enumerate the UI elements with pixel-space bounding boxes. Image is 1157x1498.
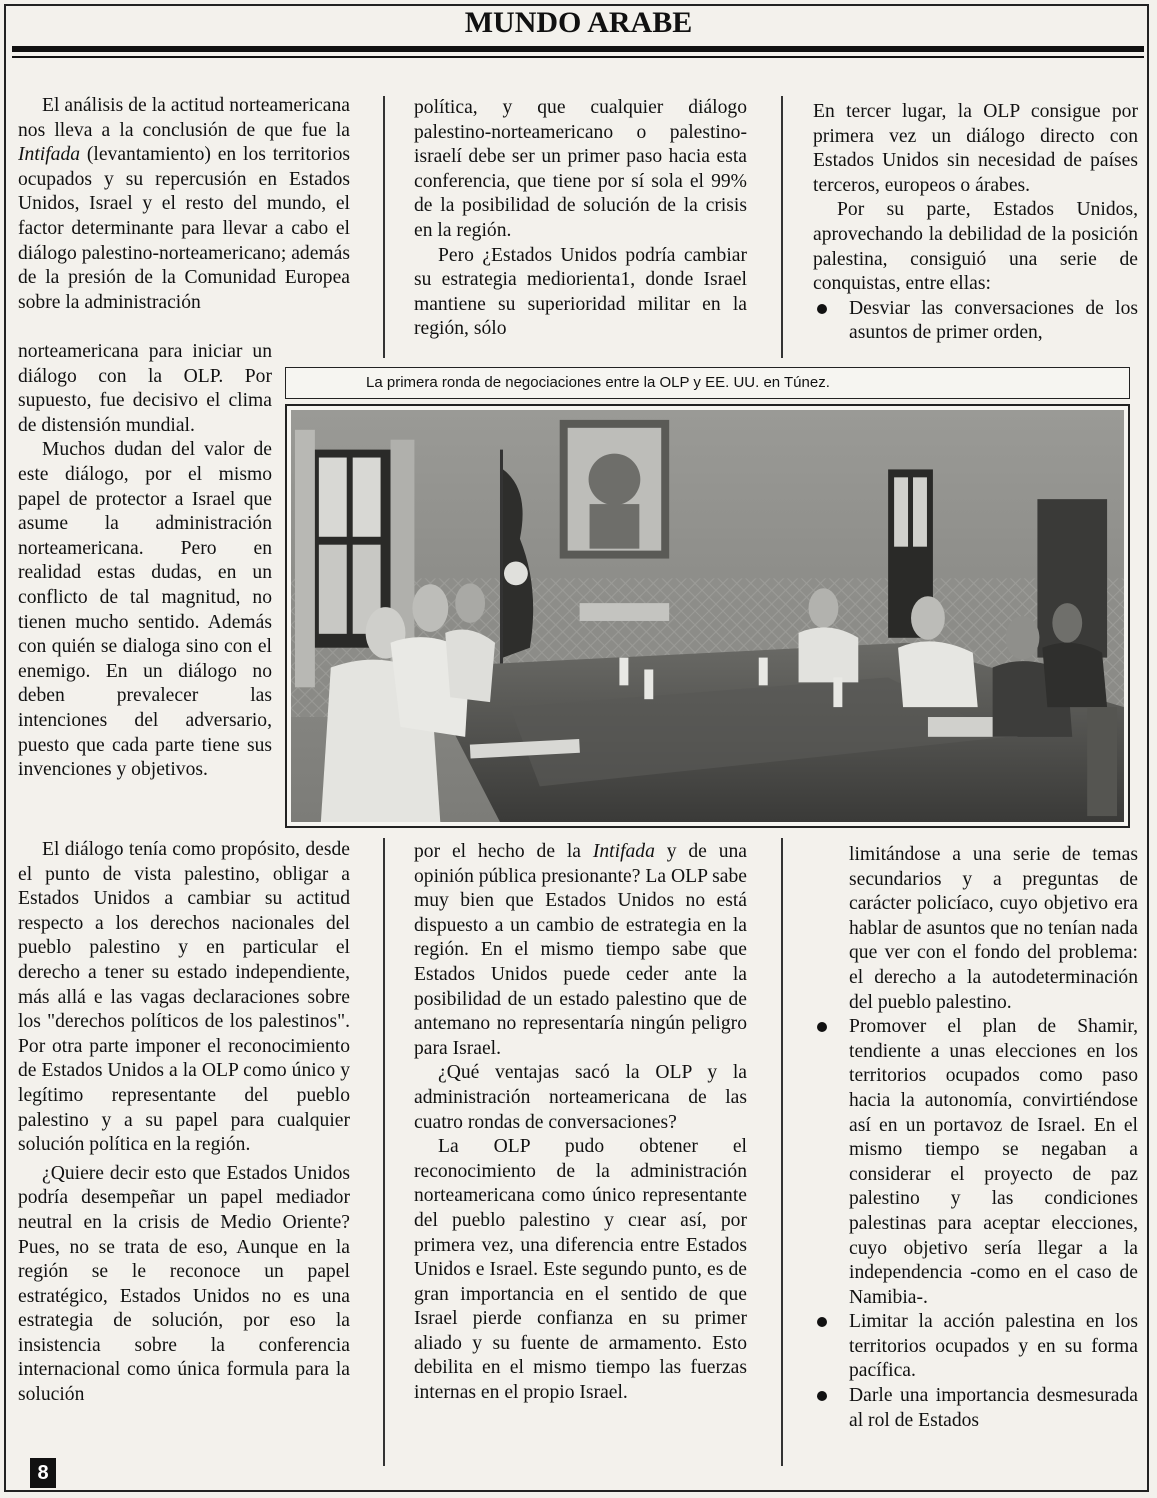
photo-frame: [285, 404, 1130, 828]
paragraph: norteamericana para iniciar un diálogo con la OLP. Por supuesto, fue decisivo el clima de distensión mundial.: [18, 341, 272, 436]
column-rule: [781, 96, 783, 358]
paragraph: Pero ¿Estados Unidos podría cambiar su estrategia mediorienta1, donde Israel mantiene su superioridad militar en la región, sólo: [414, 244, 747, 340]
paragraph: En tercer lugar, la OLP consigue por primera vez un diálogo directo con Estados Unidos sin necesidad de países terceros, europeos o árabes.: [813, 101, 1138, 196]
bullet-list: [813, 843, 1138, 1433]
title-rule: [12, 46, 1144, 52]
bullet-list: [813, 297, 1138, 345]
paragraph: ¿Qué ventajas sacó la OLP y la administración norteamericana de las cuatro rondas de conversaciones?: [414, 1062, 747, 1133]
column-1-top: [18, 94, 350, 338]
paragraph: por el hecho de la Intifada y de una opinión pública presionante? La OLP sabe muy bien que Estados Unidos no está dispuesto a un cambio de estrategia en la región. En el mismo tiempo sabe que Estados Unidos puede ceder ante la posibilidad de un estado palestino que de antemano no representaría ningún peligro para Israel.: [414, 841, 747, 1059]
column-rule: [781, 838, 783, 1466]
paragraph: La OLP pudo obtener el reconocimiento de la administración norteamericana como único representante del pueblo palestino y cıear así, por primera vez, una diferencia entre Estados Unidos e Israel. Este segundo punto, es de gran importancia en el sentido de que Israel pierde confianza en su primer aliado y su fuente de armamento. Esto debilita en el mismo tiempo las fuerzas internas en el propio Israel.: [414, 1136, 747, 1404]
list-item-continued: limitándose a una serie de temas secundarios y a preguntas de carácter policíaco, cuyo objetivo era hablar de asuntos que no tenían nada que ver con el fondo del problema: el derecho a la autodeterminación del pueblo palestino.: [849, 844, 1138, 1013]
meeting-photo: [291, 410, 1124, 822]
column-3-bottom: [813, 843, 1138, 1465]
paragraph: Por su parte, Estados Unidos, aprovechando la debilidad de la posición palestina, consiguió una serie de conquistas, entre ellas:: [813, 199, 1138, 295]
paragraph: política, y que cualquier diálogo palestino-norteamericano o palestino-israelí debe ser un primer paso hacia esta conferencia, que tiene por sí sola el 99% de la posibilidad de solución de la crisis en la región.: [414, 97, 747, 241]
column-3-top: [813, 100, 1138, 345]
section-title: MUNDO ARABE: [464, 6, 693, 39]
column-1-bottom: [18, 838, 350, 1464]
column-1-middle: [18, 340, 272, 835]
paragraph: ¿Quiere decir esto que Estados Unidos podría desempeñar un papel mediador neutral en la crisis de Medio Oriente? Pues, no se trata de eso, Aunque en la región se le reconoce un papel estratégico, Estados Unidos no es una estrategia de solución, por eso la insistencia sobre la conferencia internacional como única formula para la solución: [18, 1162, 350, 1406]
list-item: Darle una importancia desmesurada al rol de Estados: [813, 1384, 1138, 1433]
list-item: Promover el plan de Shamir, tendiente a unas elecciones en los territorios ocupados como paso hacia la autonomía, convirtiéndose así en un portavoz de Israel. En el mismo tiempo se negaban a considerar el proyecto de paz palestino y las condiciones palestinas para aceptar elecciones, cuyo objetivo sería llegar a la independencia -como en el caso de Namibia-.: [813, 1015, 1138, 1310]
title-rule-thin: [12, 56, 1144, 58]
paragraph: Muchos dudan del valor de este diálogo, por el mismo papel de protector a Israel que asume la administración norteamericana. Pero en realidad estas dudas, en un conflicto de tal magnitud, no tienen mucho sentido. Además con quién se dialoga sino con el enemigo. En un diálogo no deben prevalecer las intenciones del adversario, puesto que cada parte tiene sus invenciones y objetivos.: [18, 439, 272, 781]
page-number: 8: [30, 1458, 56, 1488]
paragraph: El análisis de la actitud norteamericana nos lleva a la conclusión de que fue la Intifada (levantamiento) en los territorios ocupados y su repercusión en Estados Unidos, Israel y el resto del mundo, el factor determinante para llevar a cabo el diálogo palestino-norteamericano; además de la presión de la Comunidad Europea sobre la administración: [18, 95, 350, 313]
column-rule: [383, 96, 385, 358]
column-rule: [383, 838, 385, 1466]
list-item: Desviar las conversaciones de los asuntos de primer orden,: [813, 297, 1138, 345]
paragraph: El diálogo tenía como propósito, desde el punto de vista palestino, obligar a Estados Unidos a cambiar su actitud respecto a los derechos nacionales del pueblo palestino y en particular el derecho a tener su estado independiente, más allá e las vagas declaraciones sobre los "derechos políticos de los palestinos". Por otra parte imponer el reconocimiento de Estados Unidos a la OLP como único y legítimo representante del pueblo palestino y a su papel para cualquier solución política en la región.: [18, 839, 350, 1156]
list-item: Limitar la acción palestina en los territorios ocupados y en su forma pacífica.: [813, 1310, 1138, 1384]
column-2-top: [414, 96, 747, 344]
column-2-bottom: [414, 840, 747, 1464]
photo-caption: La primera ronda de negociaciones entre la OLP y EE. UU. en Túnez.: [285, 367, 1130, 399]
